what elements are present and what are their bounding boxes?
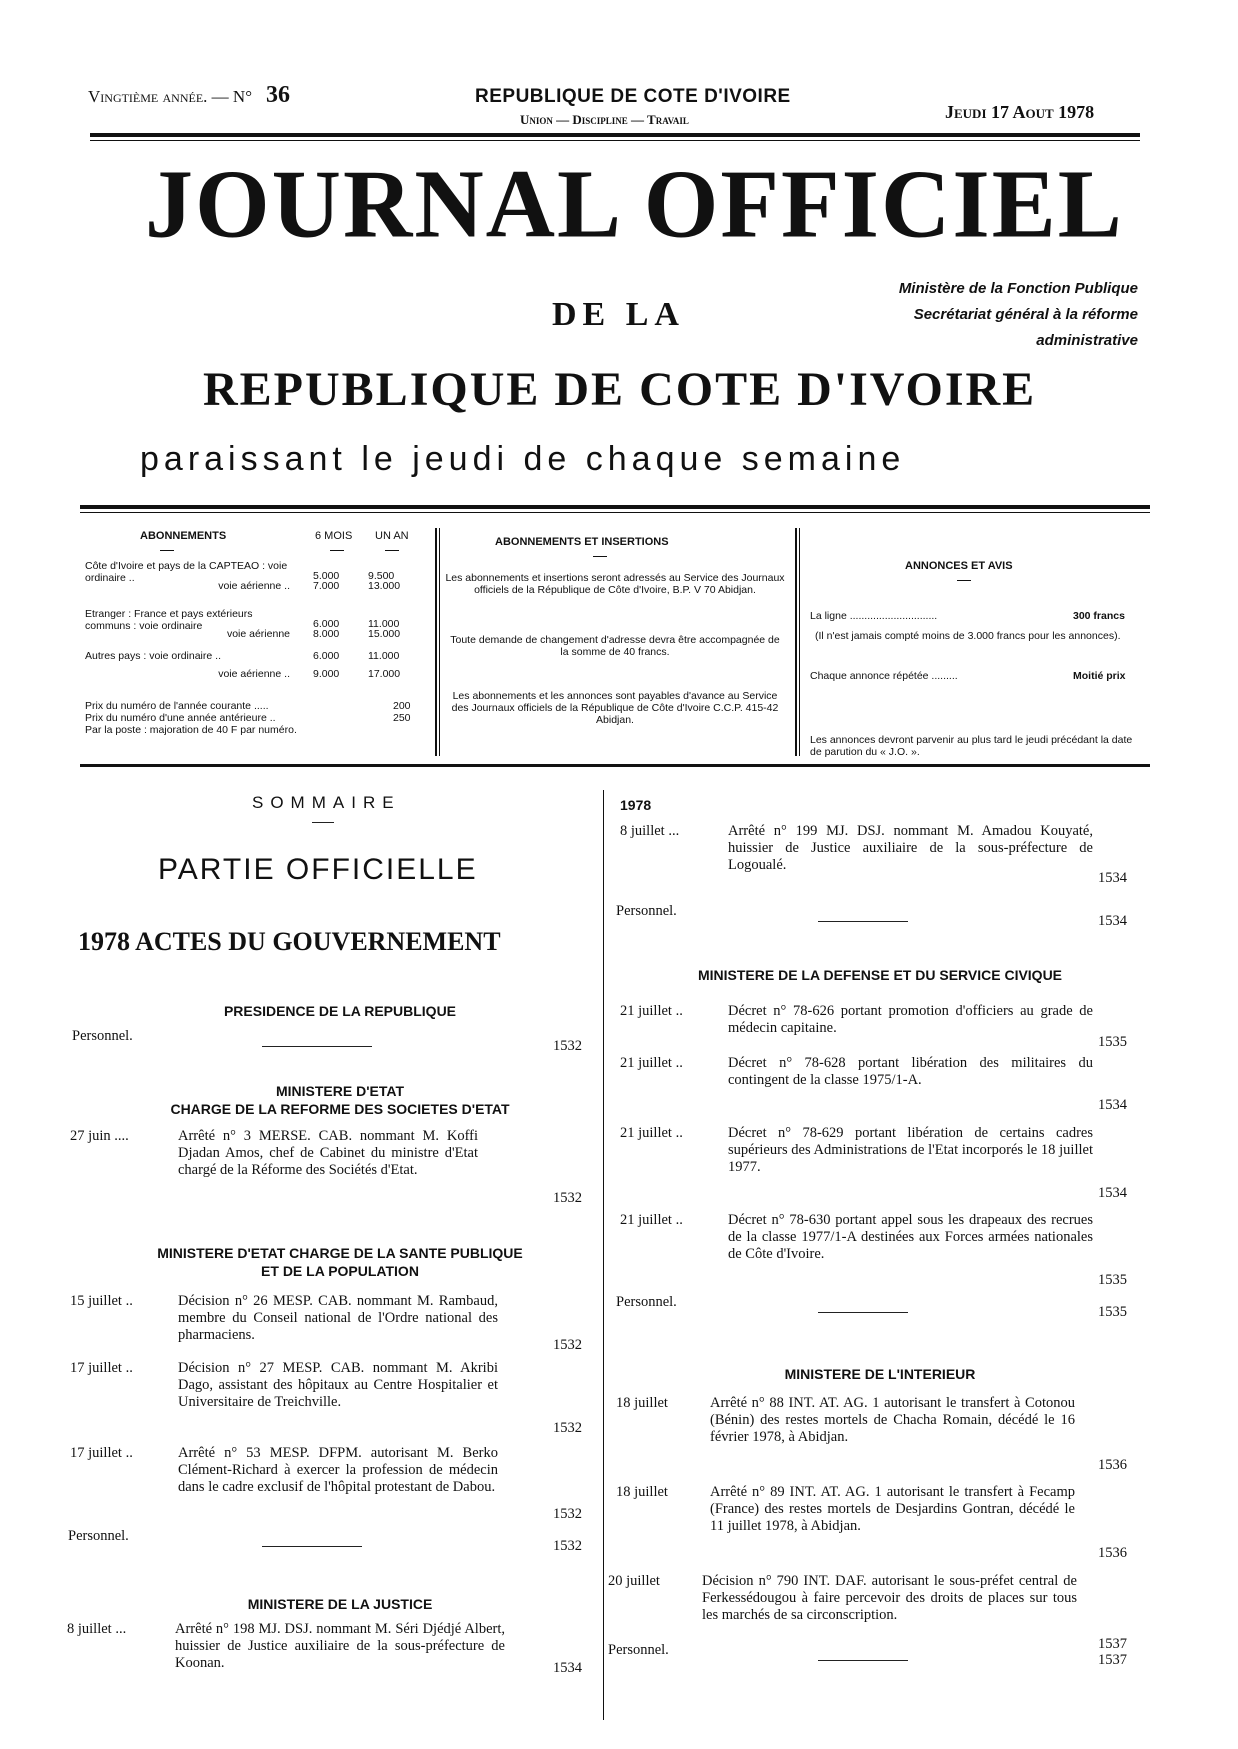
page-number: 1534 <box>1098 870 1127 886</box>
abonnement-1an: 17.000 <box>368 668 401 680</box>
entry-text: Décision n° 26 MESP. CAB. nommant M. Rambaud, membre du Conseil national de l'Ordre national des pharmaciens. <box>178 1293 498 1343</box>
box-top-rule <box>80 505 1150 509</box>
ministry-heading: MINISTERE DE LA JUSTICE <box>247 1596 433 1612</box>
annonces-ligne-value: 300 francs <box>1073 610 1125 622</box>
ministry-heading: MINISTERE D'ETAT <box>275 1083 405 1099</box>
entry-text: Arrêté n° 3 MERSE. CAB. nommant M. Koffi Djadan Amos, chef de Cabinet du ministre d'Etat chargé de la Réforme des Sociétés d'Etat. <box>178 1128 478 1178</box>
annonces-note: (Il n'est jamais compté moins de 3.000 francs pour les annonces). <box>815 630 1121 642</box>
sommaire-entry <box>620 823 1140 875</box>
separator-dash <box>262 1046 372 1047</box>
entry-date: 15 juillet .. <box>70 1293 133 1309</box>
page-number: 1536 <box>1098 1457 1127 1473</box>
annonces-repetee: Chaque annonce répétée ......... <box>810 670 958 682</box>
entry-date: 27 juin .... <box>70 1128 129 1144</box>
abonnement-6mois: 6.000 <box>313 618 340 630</box>
republic-header: REPUBLIQUE DE COTE D'IVOIRE <box>475 86 791 107</box>
masthead-country: REPUBLIQUE DE COTE D'IVOIRE <box>203 363 1037 416</box>
entry-date: 8 juillet ... <box>620 823 680 839</box>
insertions-payment: Les abonnements et les annonces sont payables d'avance au Service des Journaux officiels de la République de Côte d'Ivoire C.C.P. 415-42 Abidjan. <box>451 690 779 726</box>
entry-text: Décision n° 27 MESP. CAB. nommant M. Akribi Dago, assistant des hôpitaux au Centre Hospitalier et Universitaire de Treichville. <box>178 1360 498 1410</box>
abonnement-6mois: 8.000 <box>313 628 340 640</box>
masthead-de-la: DE LA <box>552 296 685 333</box>
title-dash <box>957 580 971 581</box>
sommaire-entry <box>616 1484 1136 1554</box>
page-number: 1534 <box>1098 1097 1127 1113</box>
sommaire-entry <box>620 1125 1140 1193</box>
column-divider <box>603 790 604 1720</box>
box-bottom-rule <box>80 764 1150 767</box>
col-1an: UN AN <box>375 530 409 542</box>
title-dash <box>330 550 344 551</box>
personnel-label: Personnel. <box>616 903 677 919</box>
personnel-entry <box>616 903 736 923</box>
ministry-heading: MINISTERE DE L'INTERIEUR <box>784 1366 976 1382</box>
sommaire-entry <box>70 1128 590 1198</box>
ministry-stamp <box>858 276 1138 354</box>
page-number: 1532 <box>553 1038 582 1054</box>
page-number: 1532 <box>553 1337 582 1353</box>
entry-text: Arrêté n° 89 INT. AT. AG. 1 autorisant le transfert à Fecamp (France) des restes mortels de Desjardins Gontran, décédé le 11 juillet 1978, à Abidjan. <box>710 1484 1075 1534</box>
abonnement-6mois: 5.000 <box>313 570 340 582</box>
entry-date: 8 juillet ... <box>67 1621 127 1637</box>
abonnement-1an: 15.000 <box>368 628 401 640</box>
partie-officielle: PARTIE OFFICIELLE <box>158 853 478 886</box>
personnel-label: Personnel. <box>68 1528 129 1544</box>
page-number: 1534 <box>553 1660 582 1676</box>
entry-date: 18 juillet <box>616 1395 668 1411</box>
page-number: 1535 <box>1098 1272 1127 1288</box>
sommaire-entry <box>616 1395 1136 1465</box>
abonnement-label: Autres pays : voie ordinaire .. <box>85 650 221 662</box>
title-dash <box>160 550 174 551</box>
separator-dash <box>818 1312 908 1313</box>
sommaire-entry <box>70 1293 590 1345</box>
abonnement-1an: 13.000 <box>368 580 401 592</box>
page-number: 1532 <box>553 1420 582 1436</box>
entry-date: 21 juillet .. <box>620 1125 683 1141</box>
entry-date: 18 juillet <box>616 1484 668 1500</box>
personnel-label: Personnel. <box>608 1642 669 1658</box>
ministry-subheading: CHARGE DE LA REFORME DES SOCIETES D'ETAT <box>170 1101 510 1117</box>
prix-anterieure-value: 250 <box>393 712 411 724</box>
abonnement-6mois: 9.000 <box>313 668 340 680</box>
issue-number: 36 <box>266 82 290 108</box>
separator-dash <box>262 1546 362 1547</box>
abonnement-1an: 11.000 <box>368 618 400 630</box>
publication-frequency: paraissant le jeudi de chaque semaine <box>140 440 906 478</box>
page-number: 1532 <box>553 1506 582 1522</box>
box-divider <box>795 528 797 756</box>
entry-text: Décret n° 78-630 portant appel sous les drapeaux des recrues de la classe 1977/1-A destinées aux Forces armées nationales de Côte d'Ivoire. <box>728 1212 1093 1262</box>
entry-date: 21 juillet .. <box>620 1055 683 1071</box>
abonnement-6mois: 7.000 <box>313 580 340 592</box>
page-number: 1535 <box>1098 1034 1127 1050</box>
entry-text: Arrêté n° 199 MJ. DSJ. nommant M. Amadou Kouyaté, huissier de Justice auxiliaire de la sous-préfecture de Logoualé. <box>728 823 1093 873</box>
masthead-title: JOURNAL OFFICIEL <box>145 148 1124 259</box>
page-number: 1537 <box>1098 1636 1127 1652</box>
sommaire-title: SOMMAIRE <box>252 793 401 812</box>
page-number: 1532 <box>553 1538 582 1554</box>
entry-text: Décret n° 78-626 portant promotion d'officiers au grade de médecin capitaine. <box>728 1003 1093 1036</box>
insertions-title: ABONNEMENTS ET INSERTIONS <box>495 536 669 548</box>
personnel-entry <box>608 1642 728 1662</box>
header-rule-thin <box>90 140 1140 141</box>
entry-text: Arrêté n° 198 MJ. DSJ. nommant M. Séri Djédjé Albert, huissier de Justice auxiliaire de la sous-préfecture de Koonan. <box>175 1621 505 1671</box>
entry-date: 17 juillet .. <box>70 1360 133 1376</box>
abonnement-label: voie aérienne <box>226 628 290 640</box>
abonnement-1an: 11.000 <box>368 650 400 662</box>
issue-year-label: Vingtième année. — N° <box>88 87 252 106</box>
page-number: 1535 <box>1098 1304 1127 1320</box>
insertions-change: Toute demande de changement d'adresse devra être accompagnée de la somme de 40 francs. <box>450 634 780 658</box>
page-number: 1534 <box>1098 913 1127 929</box>
sommaire-entry <box>70 1360 590 1428</box>
abonnement-label: voie aérienne .. <box>218 668 290 680</box>
ministry-heading: PRESIDENCE DE LA REPUBLIQUE <box>223 1003 457 1019</box>
sommaire-entry <box>70 1445 590 1515</box>
entry-text: Décret n° 78-629 portant libération de certains cadres supérieurs des Administrations de l'Etat incorporés le 18 juillet 1977. <box>728 1125 1093 1175</box>
annonces-title: ANNONCES ET AVIS <box>905 560 1013 572</box>
abonnement-label: Côte d'Ivoire et pays de la CAPTEAO : voie ordinaire .. <box>85 560 288 584</box>
entry-date: 21 juillet .. <box>620 1003 683 1019</box>
insertions-address: Les abonnements et insertions seront adressés au Service des Journaux officiels de la République de Côte d'Ivoire, B.P. V 70 Abidjan. <box>445 572 785 596</box>
prix-courante-value: 200 <box>393 700 411 712</box>
annonces-repetee-value: Moitié prix <box>1073 670 1126 682</box>
entry-text: Décision n° 790 INT. DAF. autorisant le sous-préfet central de Ferkessédougou à faire percevoir des droits de places sur tous les marchés de sa circonscription. <box>702 1573 1077 1623</box>
title-dash <box>385 550 399 551</box>
entry-date: 20 juillet <box>608 1573 660 1589</box>
stamp-line: Ministère de la Fonction Publique <box>898 280 1138 297</box>
box-divider <box>439 528 440 756</box>
stamp-line: administrative <box>1036 332 1138 349</box>
col-6mois: 6 MOIS <box>315 530 353 542</box>
personnel-label: Personnel. <box>72 1028 133 1044</box>
page-number: 1532 <box>553 1190 582 1206</box>
entry-date: 17 juillet .. <box>70 1445 133 1461</box>
box-top-rule-thin <box>80 512 1150 513</box>
abonnement-label: voie aérienne .. <box>218 580 290 592</box>
sommaire-entry <box>620 1003 1140 1039</box>
personnel-entry <box>616 1294 736 1314</box>
stamp-line: Secrétariat général à la réforme <box>913 306 1138 323</box>
abonnement-6mois: 6.000 <box>313 650 340 662</box>
box-divider <box>435 528 437 756</box>
ministry-heading: MINISTERE DE LA DEFENSE ET DU SERVICE CIVIQUE <box>697 967 1063 983</box>
abonnements-title: ABONNEMENTS <box>140 530 227 542</box>
ministry-subheading: ET DE LA POPULATION <box>261 1263 419 1279</box>
box-divider <box>799 528 800 756</box>
issue-label <box>88 82 290 109</box>
entry-date: 21 juillet .. <box>620 1212 683 1228</box>
actes-heading: 1978 ACTES DU GOUVERNEMENT <box>78 927 501 956</box>
page-number: 1537 <box>1098 1652 1127 1668</box>
abonnement-label: Etranger : France et pays extérieurs communs : voie ordinaire <box>85 608 253 632</box>
year-heading: 1978 <box>620 797 652 813</box>
prix-courante: Prix du numéro de l'année courante ..... <box>85 700 269 712</box>
personnel-label: Personnel. <box>616 1294 677 1310</box>
personnel-entry <box>72 1028 192 1048</box>
entry-text: Arrêté n° 88 INT. AT. AG. 1 autorisant le transfert à Cotonou (Bénin) des restes mortels de Chacha Romain, décédé le 16 février 1978, à Abidjan. <box>710 1395 1075 1445</box>
sommaire-dash <box>312 822 334 823</box>
issue-date: Jeudi 17 Aout 1978 <box>945 102 1095 122</box>
national-motto: Union — Discipline — Travail <box>520 112 689 127</box>
sommaire-entry <box>608 1573 1138 1643</box>
ministry-heading: MINISTERE D'ETAT CHARGE DE LA SANTE PUBLIQUE <box>157 1245 523 1261</box>
prix-poste: Par la poste : majoration de 40 F par numéro. <box>85 724 297 736</box>
sommaire-entry <box>620 1055 1140 1107</box>
personnel-entry <box>68 1528 188 1548</box>
entry-text: Arrêté n° 53 MESP. DFPM. autorisant M. Berko Clément-Richard à exercer la profession de médecin dans le cadre exclusif de l'hôpital protestant de Dabou. <box>178 1445 498 1495</box>
prix-anterieure: Prix du numéro d'une année antérieure .. <box>85 712 276 724</box>
header-rule <box>90 133 1140 137</box>
annonces-ligne: La ligne .............................. <box>810 610 938 622</box>
abonnement-1an: 9.500 <box>368 570 395 582</box>
annonces-delai: Les annonces devront parvenir au plus tard le jeudi précédant la date de parution du « J.O. ». <box>810 734 1133 758</box>
page-number: 1534 <box>1098 1185 1127 1201</box>
sommaire-entry <box>67 1621 587 1673</box>
page-number: 1536 <box>1098 1545 1127 1561</box>
separator-dash <box>818 1660 908 1661</box>
sommaire-entry <box>620 1212 1140 1280</box>
entry-text: Décret n° 78-628 portant libération des militaires du contingent de la classe 1975/1-A. <box>728 1055 1093 1088</box>
separator-dash <box>818 921 908 922</box>
title-dash <box>593 556 607 557</box>
